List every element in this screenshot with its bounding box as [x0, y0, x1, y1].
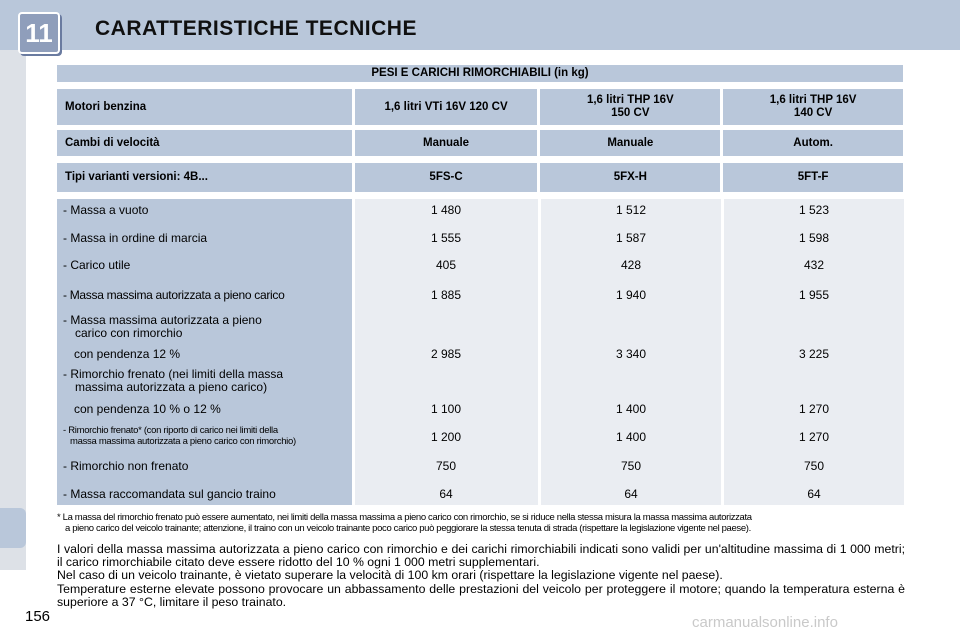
engines-row: [57, 89, 903, 125]
engine-col-3: 1,6 litri THP 16V 140 CV: [723, 89, 903, 125]
engine-col-2: 1,6 litri THP 16V 150 CV: [540, 89, 720, 125]
row-value: 1 270: [798, 430, 830, 444]
footnote: [57, 512, 907, 534]
footnote-line-2: a pieno carico del veicolo trainante; attenzione, il traino con un veicolo trainante poco carico può peggiorare la stessa tenuta di strada (rispettare la legislazione vigente nel paese).: [65, 523, 751, 534]
variant-col-1: 5FS-C: [355, 163, 538, 192]
row-label: - Massa massima autorizzata a pieno: [63, 313, 262, 327]
engine-col-1: 1,6 litri VTi 16V 120 CV: [355, 89, 538, 125]
page-number: 156: [25, 608, 51, 625]
row-label-continued: massa massima autorizzata a pieno carico con rimorchio): [70, 436, 296, 447]
row-label: - Rimorchio non frenato: [63, 459, 189, 473]
row-label: - Massa massima autorizzata a pieno carico: [63, 288, 285, 302]
side-band: [0, 50, 26, 570]
row-value: 750: [435, 459, 457, 473]
row-value: 64: [807, 487, 821, 501]
note-speed: Nel caso di un veicolo trainante, è vietato superare la velocità di 100 km orari (rispettare la legislazione vigente nel paese).: [57, 568, 723, 583]
row-label: - Massa raccomandata sul gancio traino: [63, 487, 276, 501]
gearbox-row: [57, 130, 903, 156]
gearbox-col-1: Manuale: [355, 130, 538, 156]
row-label-continued: massima autorizzata a pieno carico): [75, 380, 268, 394]
row-value: 1 940: [615, 288, 647, 302]
variant-col-3: 5FT-F: [723, 163, 903, 192]
note-altitude: I valori della massa massima autorizzata a pieno carico con rimorchio e dei carichi rimorchiabili indicati sono validi per un'altitudine massima di 1 000 metri; il carico rimorchiabile citato deve essere ridotto del 10 % ogni 1 000 metri supplementari.: [57, 542, 905, 570]
row-value: 1 555: [430, 231, 462, 245]
row-label: - Massa in ordine di marcia: [63, 231, 208, 245]
row-label: - Carico utile: [63, 258, 131, 272]
engines-label: Motori benzina: [57, 89, 352, 125]
watermark: carmanualsonline.info: [692, 614, 838, 631]
gearbox-label: Cambi di velocità: [57, 130, 352, 156]
row-value: 1 100: [430, 402, 462, 416]
gearbox-col-3: Autom.: [723, 130, 903, 156]
table-title: PESI E CARICHI RIMORCHIABILI (in kg): [57, 65, 903, 82]
variants-label: Tipi varianti versioni: 4B...: [57, 163, 352, 192]
row-value: 3 225: [798, 347, 830, 361]
row-value: 1 480: [430, 203, 462, 217]
variants-row: [57, 163, 903, 192]
row-label-continued: carico con rimorchio: [75, 326, 183, 340]
row-value: 64: [439, 487, 453, 501]
row-value: 1 885: [430, 288, 462, 302]
row-value: 1 512: [615, 203, 647, 217]
row-value: 2 985: [430, 347, 462, 361]
row-value: 1 598: [798, 231, 830, 245]
row-value: 1 955: [798, 288, 830, 302]
row-label: con pendenza 10 % o 12 %: [74, 402, 221, 416]
row-value: 750: [620, 459, 642, 473]
row-value: 1 587: [615, 231, 647, 245]
note-temperature: Temperature esterne elevate possono provocare un abbassamento delle prestazioni del veicolo per proteggere il motore; quando la temperatura esterna è superiore a 37 °C, limitare il peso trainato.: [57, 581, 905, 609]
row-value: 1 523: [798, 203, 830, 217]
row-value: 432: [803, 258, 825, 272]
row-value: 1 400: [615, 402, 647, 416]
row-value: 1 270: [798, 402, 830, 416]
row-value: 64: [624, 487, 638, 501]
row-value: 428: [620, 258, 642, 272]
row-value: 1 400: [615, 430, 647, 444]
footnote-line-1: * La massa del rimorchio frenato può essere aumentato, nei limiti della massa massima a pieno carico con rimorchio, se si riduce nella stessa misura la massa massima autorizzata: [57, 512, 752, 523]
gearbox-col-2: Manuale: [540, 130, 720, 156]
row-value: 750: [803, 459, 825, 473]
row-value: 1 200: [430, 430, 462, 444]
row-value: 405: [435, 258, 457, 272]
row-label: - Rimorchio frenato* (con riporto di carico nei limiti della: [63, 425, 278, 436]
chapter-badge: 11: [18, 12, 60, 54]
row-value: 3 340: [615, 347, 647, 361]
variant-col-2: 5FX-H: [540, 163, 720, 192]
notes-paragraph: [57, 543, 905, 609]
side-tab: [0, 508, 26, 548]
row-label: - Massa a vuoto: [63, 203, 149, 217]
row-label: con pendenza 12 %: [74, 347, 181, 361]
row-label: - Rimorchio frenato (nei limiti della massa: [63, 367, 284, 381]
page-title: CARATTERISTICHE TECNICHE: [95, 17, 417, 40]
